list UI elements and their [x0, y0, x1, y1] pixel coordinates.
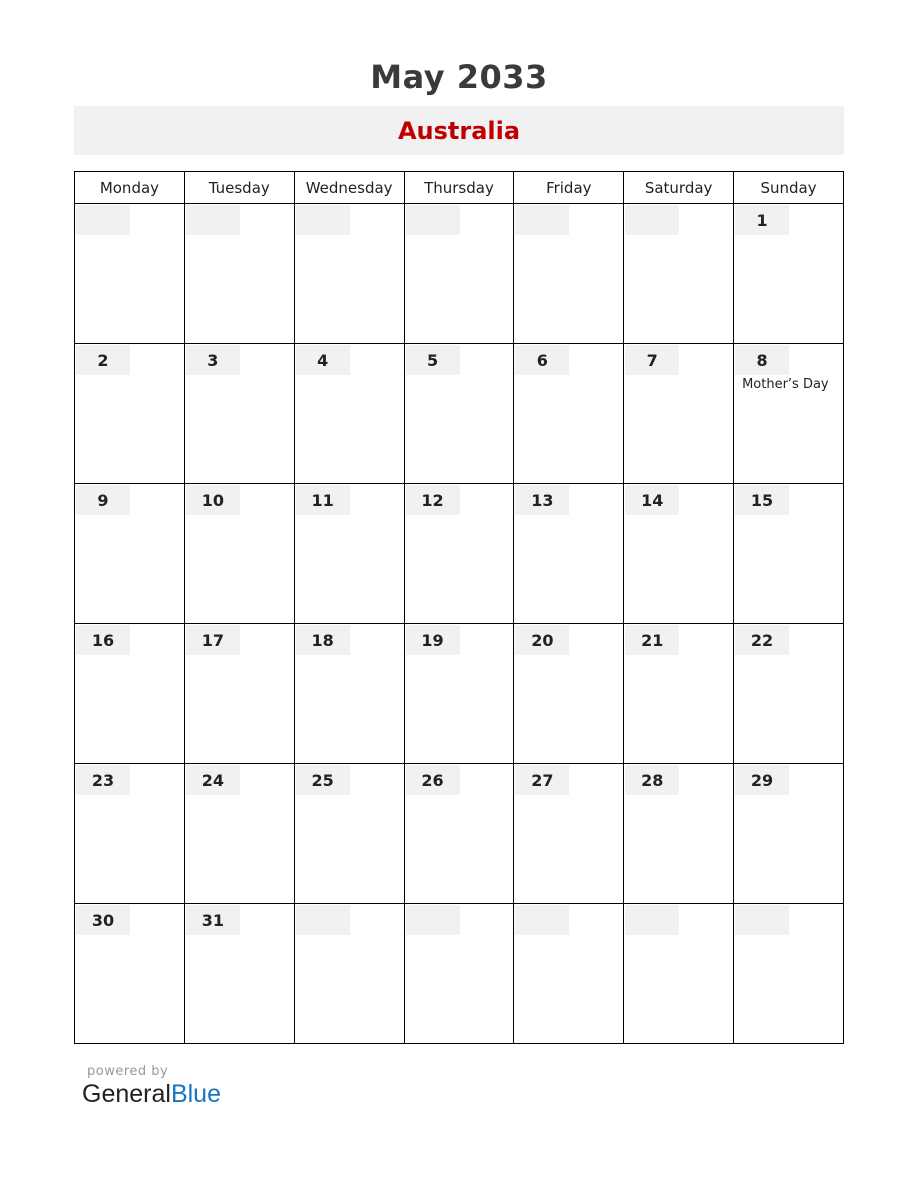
day-cell	[404, 624, 514, 764]
weekday-header: Friday	[514, 172, 624, 204]
country-banner	[74, 106, 844, 155]
day-number: 20	[515, 625, 569, 655]
day-number: 15	[735, 485, 789, 515]
week-row	[75, 344, 844, 484]
day-number	[296, 205, 350, 235]
logo-general-text: General	[82, 1080, 171, 1108]
day-cell	[404, 204, 514, 344]
day-cell	[184, 484, 294, 624]
day-number: 16	[76, 625, 130, 655]
day-number: 6	[515, 345, 569, 375]
week-row	[75, 484, 844, 624]
calendar-grid	[74, 171, 844, 1044]
day-cell	[294, 204, 404, 344]
generalblue-logo[interactable]	[82, 1080, 221, 1109]
day-cell	[734, 904, 844, 1044]
day-cell	[624, 764, 734, 904]
day-cell	[734, 344, 844, 484]
day-cell	[75, 624, 185, 764]
day-number: 29	[735, 765, 789, 795]
day-number	[76, 205, 130, 235]
day-number	[625, 205, 679, 235]
day-cell	[734, 624, 844, 764]
day-number: 9	[76, 485, 130, 515]
day-number: 13	[515, 485, 569, 515]
day-cell	[514, 344, 624, 484]
weekday-header: Monday	[75, 172, 185, 204]
day-number	[625, 905, 679, 935]
day-cell	[75, 484, 185, 624]
day-cell	[404, 484, 514, 624]
day-cell	[404, 764, 514, 904]
weekday-header: Thursday	[404, 172, 514, 204]
day-cell	[514, 764, 624, 904]
day-number: 1	[735, 205, 789, 235]
day-cell	[514, 904, 624, 1044]
day-number	[515, 905, 569, 935]
day-number	[515, 205, 569, 235]
day-number: 4	[296, 345, 350, 375]
day-number	[735, 905, 789, 935]
day-cell	[404, 344, 514, 484]
day-number: 24	[186, 765, 240, 795]
calendar-title: May 2033	[370, 58, 548, 96]
day-number: 10	[186, 485, 240, 515]
week-row	[75, 904, 844, 1044]
day-number: 21	[625, 625, 679, 655]
week-row	[75, 624, 844, 764]
day-number: 14	[625, 485, 679, 515]
day-number	[406, 905, 460, 935]
day-cell	[734, 204, 844, 344]
weekday-header: Sunday	[734, 172, 844, 204]
weekday-header: Saturday	[624, 172, 734, 204]
day-cell	[75, 344, 185, 484]
powered-by-text: powered by	[87, 1064, 169, 1079]
day-number: 25	[296, 765, 350, 795]
day-number: 7	[625, 345, 679, 375]
day-cell	[514, 204, 624, 344]
day-cell	[294, 764, 404, 904]
day-cell	[75, 904, 185, 1044]
day-number: 26	[406, 765, 460, 795]
weekday-header: Tuesday	[184, 172, 294, 204]
day-cell	[734, 764, 844, 904]
day-number: 27	[515, 765, 569, 795]
day-cell	[294, 344, 404, 484]
week-row	[75, 764, 844, 904]
logo-blue-text: Blue	[170, 1080, 221, 1108]
day-number: 11	[296, 485, 350, 515]
day-number: 30	[76, 905, 130, 935]
day-number: 8	[735, 345, 789, 375]
day-number: 19	[406, 625, 460, 655]
day-cell	[404, 904, 514, 1044]
day-cell	[184, 764, 294, 904]
day-cell	[514, 484, 624, 624]
day-number: 12	[406, 485, 460, 515]
day-cell	[294, 484, 404, 624]
day-number: 18	[296, 625, 350, 655]
holiday-label: Mother’s Day	[742, 377, 829, 392]
weekday-header: Wednesday	[294, 172, 404, 204]
day-number: 22	[735, 625, 789, 655]
day-cell	[734, 484, 844, 624]
day-number: 2	[76, 345, 130, 375]
day-cell	[624, 204, 734, 344]
day-number: 31	[186, 905, 240, 935]
day-number: 3	[186, 345, 240, 375]
day-number: 5	[406, 345, 460, 375]
day-number: 23	[76, 765, 130, 795]
day-cell	[624, 624, 734, 764]
day-number	[406, 205, 460, 235]
weekday-header-row	[75, 172, 844, 204]
week-row	[75, 204, 844, 344]
day-cell	[184, 344, 294, 484]
day-cell	[184, 904, 294, 1044]
day-cell	[294, 624, 404, 764]
day-cell	[184, 204, 294, 344]
day-cell	[624, 904, 734, 1044]
day-cell	[184, 624, 294, 764]
day-cell	[75, 204, 185, 344]
day-number	[296, 905, 350, 935]
day-number	[186, 205, 240, 235]
day-cell	[624, 484, 734, 624]
country-name: Australia	[397, 117, 521, 145]
day-number: 17	[186, 625, 240, 655]
day-cell	[514, 624, 624, 764]
day-number: 28	[625, 765, 679, 795]
day-cell	[75, 764, 185, 904]
day-cell	[624, 344, 734, 484]
day-cell	[294, 904, 404, 1044]
